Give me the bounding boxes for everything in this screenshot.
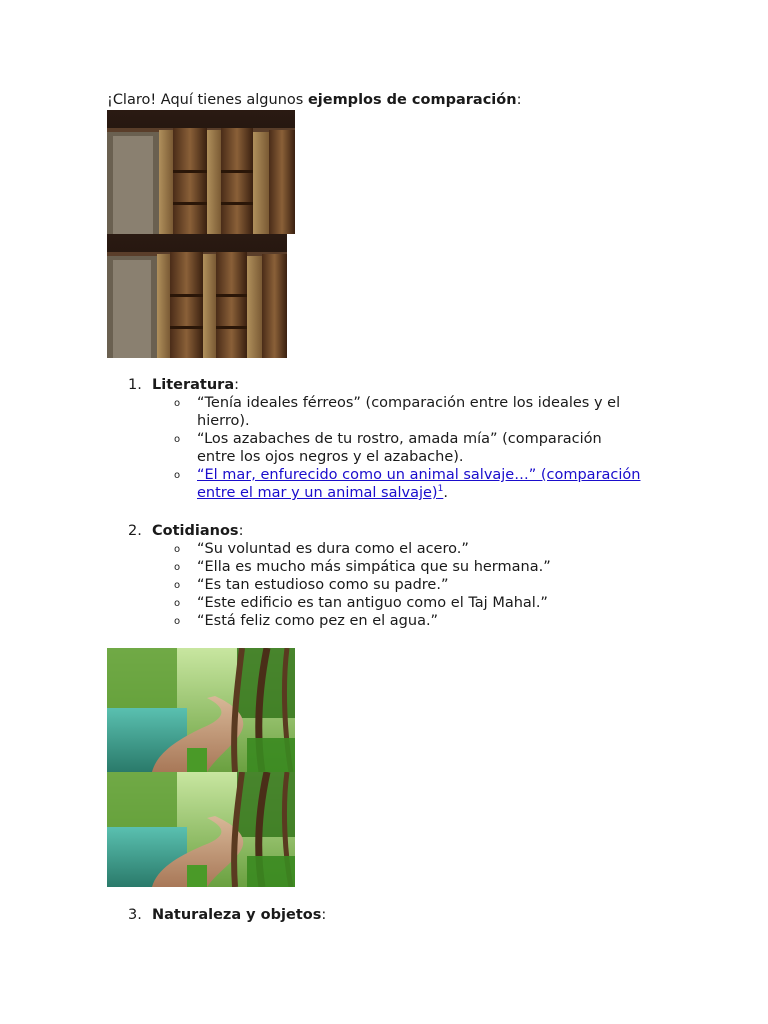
sub-list [174,540,644,630]
intro-bold: ejemplos de comparación [307,92,517,108]
forest-photo-bottom [107,772,295,887]
list-item-period: . [443,485,448,501]
list-item-text: “Tenía ideales férreos” (comparación entre los ideales y el hierro). [197,395,621,429]
section-title: Naturaleza y objetos [152,907,322,923]
citation-link[interactable] [197,467,640,501]
list-item [174,466,644,502]
intro-prefix: ¡Claro! Aquí tienes algunos [107,92,308,108]
list-item [174,612,644,630]
bullet: o [174,544,181,555]
section-title: Literatura [152,377,235,393]
list-item-text: “Está feliz como pez en el agua.” [197,613,439,629]
footnote-marker[interactable]: 1 [437,484,444,495]
list-item-text: “Este edificio es tan antiguo como el Taj Mahal.” [197,595,548,611]
bullet: o [174,562,181,573]
section-cotidianos [128,522,688,630]
books-photo-bottom [107,234,287,358]
section-heading [128,522,688,540]
list-item [174,576,644,594]
forest-photo-top [107,648,295,772]
list-item [174,558,644,576]
bullet: o [174,398,181,409]
bullet: o [174,598,181,609]
list-item [174,540,644,558]
bullet: o [174,470,181,481]
sub-list [174,394,644,502]
bullet: o [174,434,181,445]
section-literatura [128,376,688,502]
section-title: Cotidianos [152,523,239,539]
section-heading [128,906,688,924]
intro-suffix: : [516,92,522,108]
section-naturaleza [128,906,688,924]
section-heading [128,376,688,394]
section-number: 1. [128,377,142,393]
section-number: 3. [128,907,142,923]
list-item [174,394,644,430]
list-item-text: “Los azabaches de tu rostro, amada mía” (comparación entre los ojos negros y el azabache). [197,431,602,465]
list-item [174,430,644,466]
section-number: 2. [128,523,142,539]
books-photo-top [107,110,295,234]
list-item [174,594,644,612]
citation-link-text[interactable]: “El mar, enfurecido como un animal salvaje…” (comparación entre el mar y un animal salvaje) [197,467,641,501]
section-colon: : [321,907,327,923]
intro-line [107,91,521,109]
list-item-text: “Es tan estudioso como su padre.” [197,577,449,593]
section-colon: : [238,523,244,539]
bullet: o [174,580,181,591]
section-colon: : [234,377,239,393]
list-item-text: “Ella es mucho más simpática que su hermana.” [197,559,551,575]
list-item-text: “Su voluntad es dura como el acero.” [197,541,469,557]
bullet: o [174,616,181,627]
